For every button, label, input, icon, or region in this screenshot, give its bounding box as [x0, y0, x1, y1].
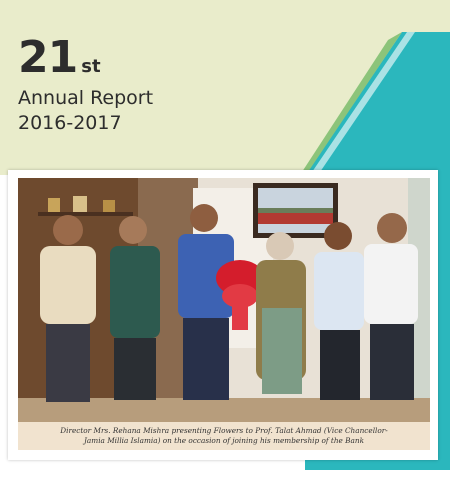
- edition-number: 21: [18, 32, 78, 83]
- photo-frame: [8, 170, 438, 460]
- photo-illustration: [18, 178, 430, 422]
- event-photo: [18, 178, 430, 422]
- caption-line-1: Director Mrs. Rehana Mishra presenting Flowers to Prof. Talat Ahmad (Vice Chancellor-: [60, 426, 388, 435]
- photo-caption: [18, 422, 430, 450]
- edition-suffix: st: [81, 56, 101, 77]
- report-year: 2016-2017: [18, 112, 122, 134]
- caption-line-2: Jamia Millia Islamia) on the occasion of joining his membership of the Bank: [84, 436, 364, 445]
- report-title: Annual Report: [18, 87, 154, 109]
- cover-title-block: [18, 32, 154, 136]
